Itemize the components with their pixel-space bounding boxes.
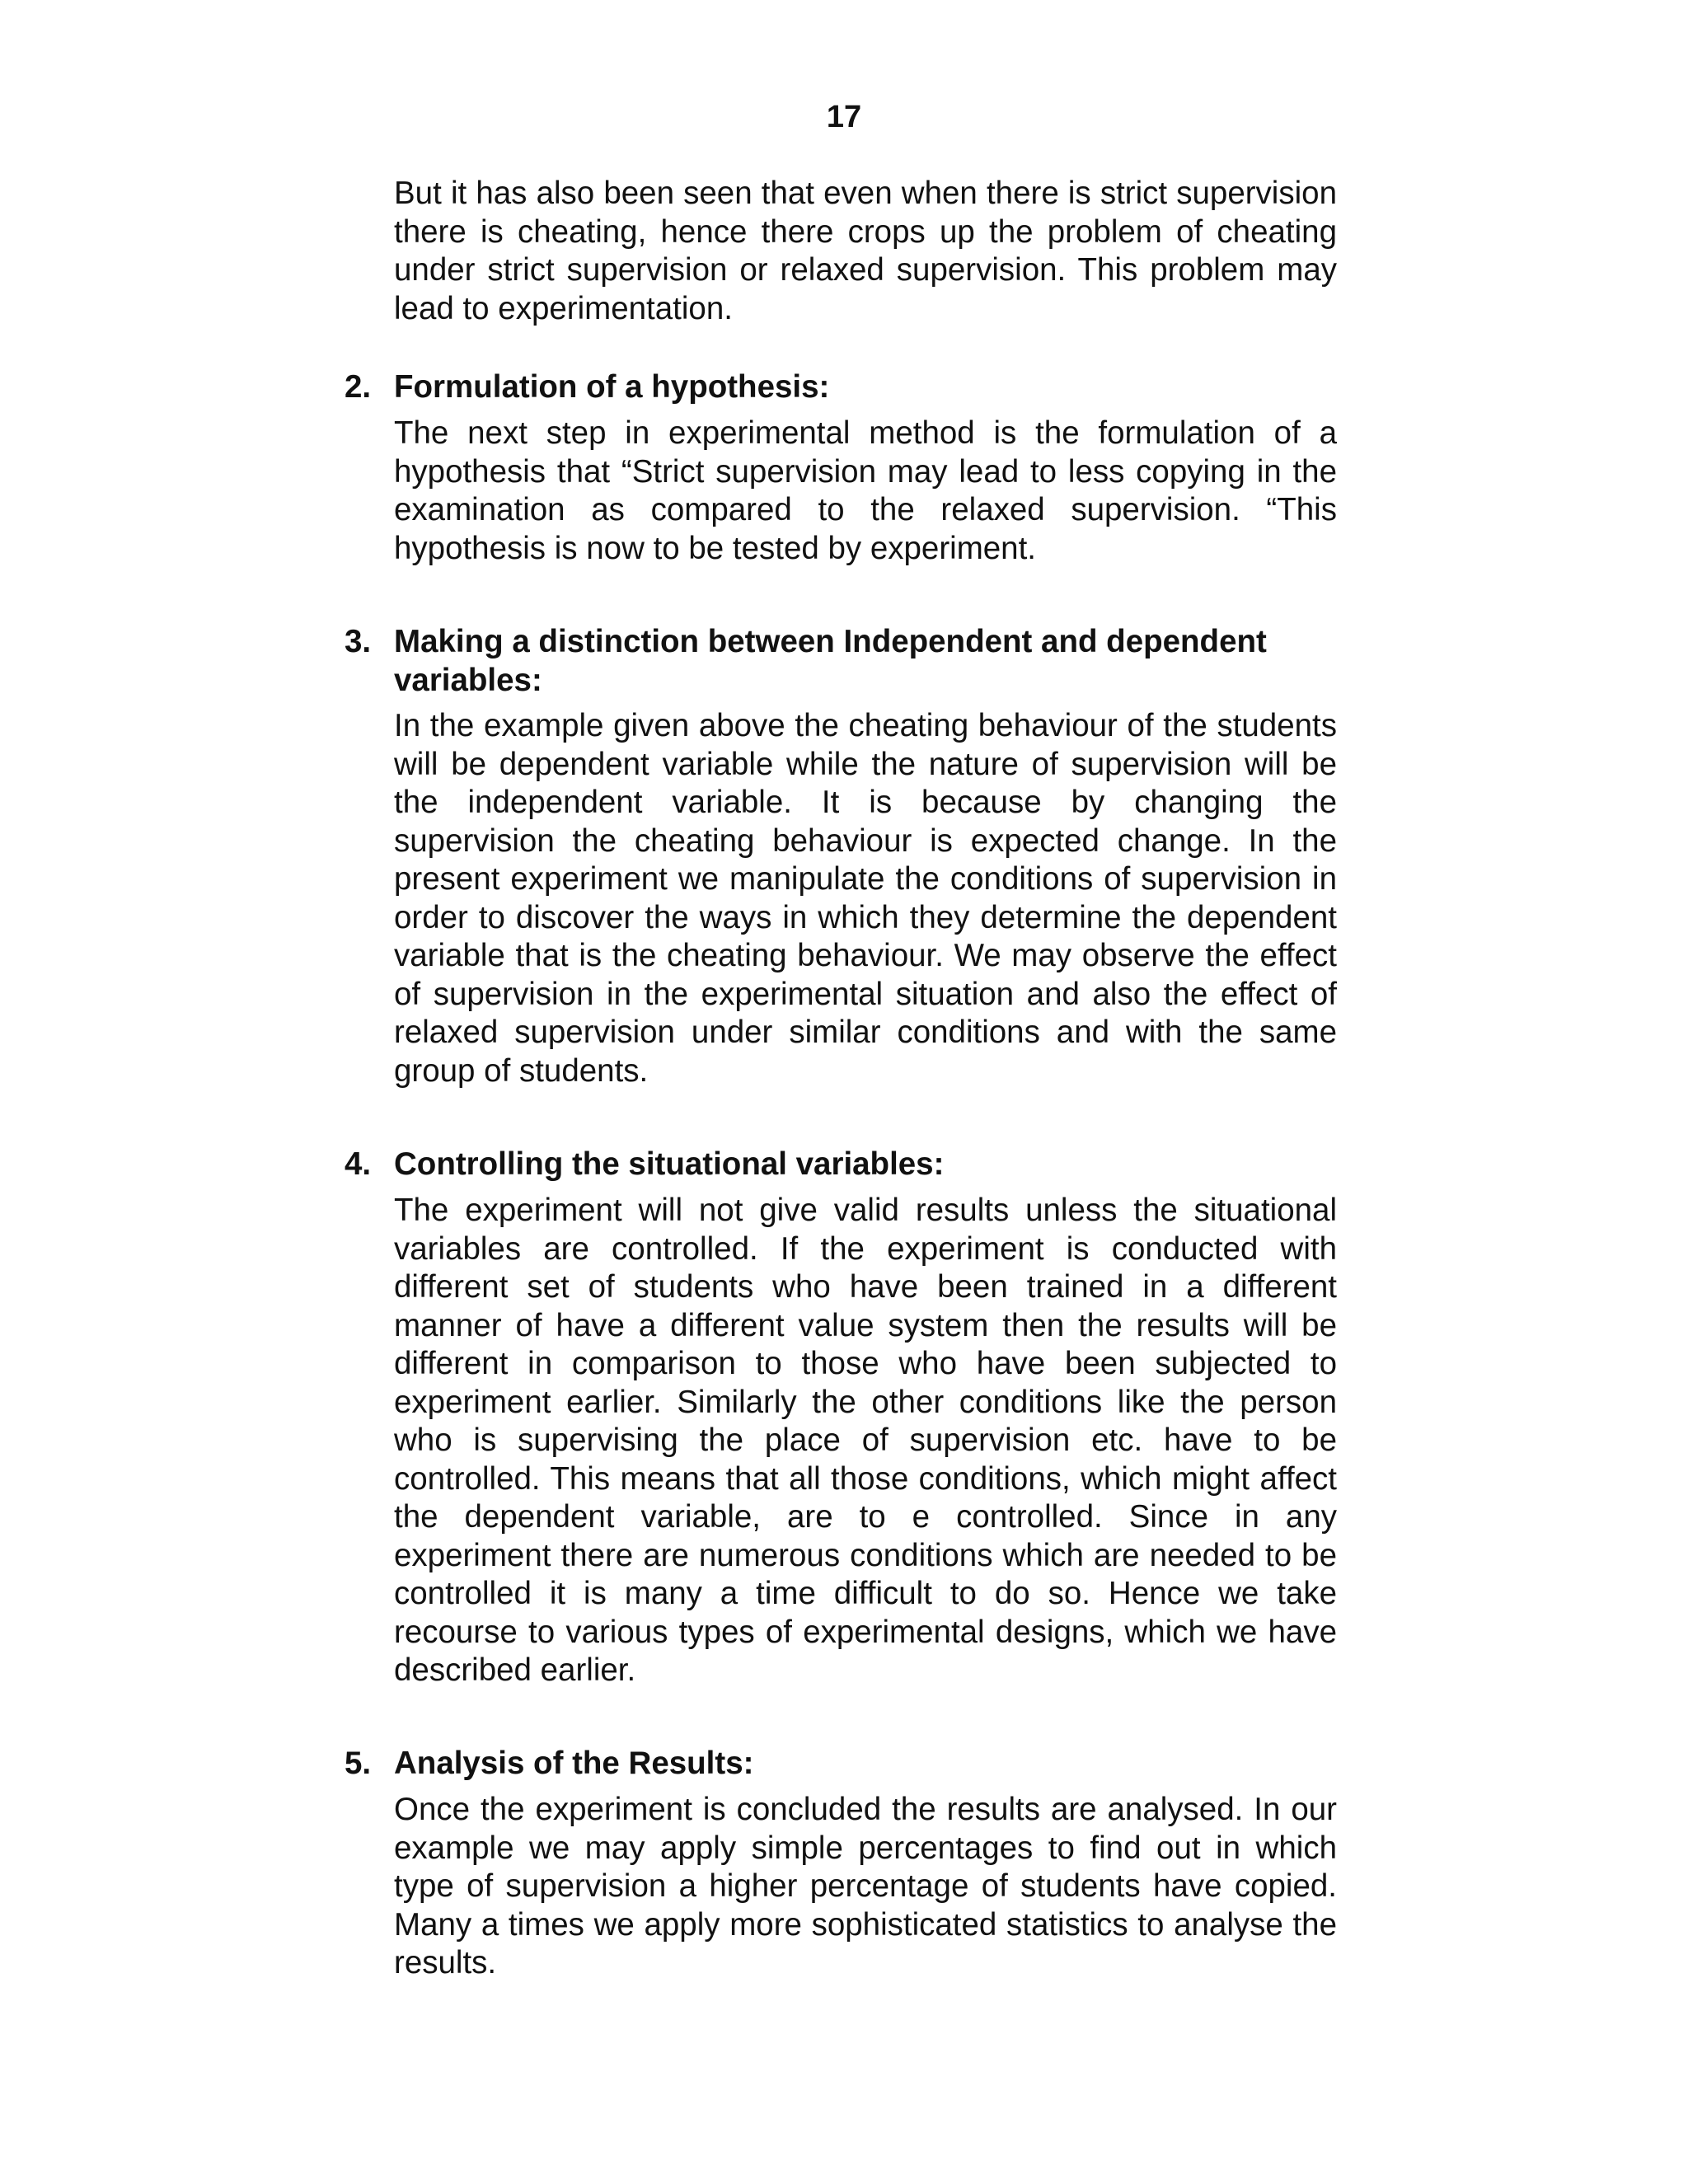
section-body-5: Once the experiment is concluded the results are analysed. In our example we may apply simple percentages to find out in which type of supervision a higher percentage of students have copied. Many a times we apply more sophisticated statistics to analyse the results. <box>394 1792 1337 1980</box>
section-number: 4. <box>345 1146 372 1182</box>
section-body-4: The experiment will not give valid results unless the situational variables are controlled. If the experiment is conducted with different set of students who have been trained in a different manner of have a different value system then the results will be different in comparison to those who have been subjected to experiment earlier. Similarly the other conditions like the person who is supervising the place of supervision etc. have to be controlled. This means that all those conditions, which might affect the dependent variable, are to e controlled. Since in any experiment there are numerous conditions which are needed to be controlled it is many a time difficult to do so. Hence we take recourse to various types of experimental designs, which we have described earlier. <box>394 1193 1337 1688</box>
intro-paragraph: But it has also been seen that even when there is strict supervision there is cheating, hence there crops up the problem of cheating under strict supervision or relaxed supervision. This problem may lead to experimentation. <box>394 176 1337 326</box>
page-number: 17 <box>826 100 862 134</box>
section-body-2: The next step in experimental method is the formulation of a hypothesis that “Strict supervision may lead to less copying in the examination as compared to the relaxed supervision. “This hypothesis is now to be tested by experiment. <box>394 415 1337 566</box>
section-title: Formulation of a hypothesis: <box>394 369 830 405</box>
section-heading-2 <box>345 368 1342 407</box>
section-body-3: In the example given above the cheating behaviour of the students will be dependent variable while the nature of supervision will be the independent variable. It is because by changing the supervision the cheating behaviour is expected change. In the present experiment we manipulate the conditions of supervision in order to discover the ways in which they determine the dependent variable that is the cheating behaviour. We may observe the effect of supervision in the experimental situation and also the effect of relaxed supervision under similar conditions and with the same group of students. <box>394 708 1337 1089</box>
section-number: 3. <box>345 624 372 659</box>
section-heading-5 <box>345 1745 1342 1783</box>
section-number: 2. <box>345 369 372 405</box>
section-number: 5. <box>345 1746 372 1781</box>
section-heading-4 <box>345 1146 1342 1184</box>
section-heading-3 <box>345 623 1342 700</box>
section-title: Analysis of the Results: <box>394 1746 754 1781</box>
section-title: Controlling the situational variables: <box>394 1146 945 1182</box>
section-title: Making a distinction between Independent and dependent variables: <box>394 624 1267 698</box>
